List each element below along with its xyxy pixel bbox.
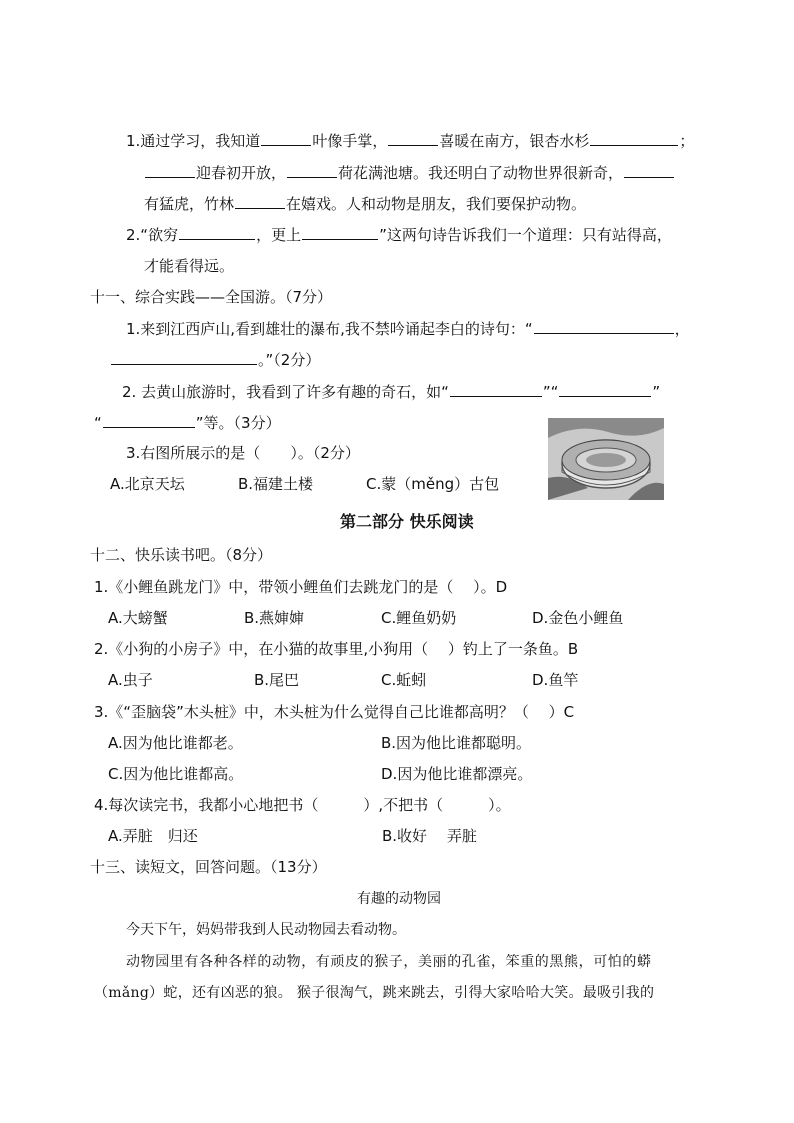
- text: 荷花满池塘。我还明白了动物世界很新奇，: [338, 164, 624, 182]
- tulou-photo: [548, 418, 664, 500]
- answer-blank[interactable]: [261, 130, 311, 146]
- text: ，: [674, 320, 690, 338]
- text: 1.通过学习，我知道: [126, 132, 261, 150]
- text: 迎春初开放，: [196, 164, 287, 182]
- q2-option-b[interactable]: B.尾巴: [254, 671, 300, 689]
- option-c[interactable]: C.蒙（měng）古包: [366, 475, 500, 493]
- answer-blank[interactable]: [302, 224, 378, 240]
- s11-q3: 3.右图所展示的是（ ）。（2分）: [126, 444, 360, 462]
- answer-blank[interactable]: [534, 318, 674, 334]
- section11-heading: 十一、综合实践——全国游。（7分）: [90, 288, 333, 306]
- text: ，更上: [256, 226, 302, 244]
- q3-option-a[interactable]: A.因为他比谁都老。: [108, 734, 243, 752]
- text: 喜暖在南方，银杏水杉: [439, 132, 590, 150]
- part2-title: 第二部分 快乐阅读: [340, 512, 474, 531]
- q3-option-c[interactable]: C.因为他比谁都高。: [108, 765, 244, 783]
- answer-blank[interactable]: [235, 193, 285, 209]
- answer-blank[interactable]: [624, 162, 674, 178]
- q1-line1: [126, 130, 694, 151]
- q3-option-b[interactable]: B.因为他比谁都聪明。: [381, 734, 532, 752]
- answer-blank[interactable]: [590, 130, 678, 146]
- answer-blank[interactable]: [145, 162, 195, 178]
- text: 1.来到江西庐山,看到雄壮的瀑布,我不禁吟诵起李白的诗句：“: [126, 320, 533, 338]
- q1-line3: [144, 193, 586, 214]
- text: 有猛虎，竹林: [144, 195, 235, 213]
- answer-blank[interactable]: [388, 130, 438, 146]
- text: 。”（2分）: [258, 351, 321, 369]
- answer-blank[interactable]: [111, 349, 257, 365]
- answer-blank[interactable]: [559, 381, 651, 397]
- story-paragraph-2-line2: （mǎng）蛇，还有凶恶的狼。 猴子很淘气，跳来跳去，引得大家哈哈大笑。最吸引我的: [94, 985, 655, 1001]
- story-title: 有趣的动物园: [357, 891, 441, 907]
- text: “: [94, 414, 102, 432]
- q1-line2: [144, 162, 675, 183]
- text: ”等。（3分）: [195, 414, 281, 432]
- answer-blank[interactable]: [450, 381, 542, 397]
- text: ”“: [542, 383, 559, 401]
- q1-option-b[interactable]: B.燕婶婶: [244, 609, 305, 627]
- q1-option-c[interactable]: C.鲤鱼奶奶: [381, 609, 457, 627]
- answer-blank[interactable]: [179, 224, 255, 240]
- section13-heading: 十三、读短文，回答问题。（13分）: [90, 858, 327, 876]
- q3-option-d[interactable]: D.因为他比谁都漂亮。: [381, 765, 533, 783]
- q2-option-c[interactable]: C.蚯蚓: [381, 671, 427, 689]
- option-b[interactable]: B.福建土楼: [238, 475, 314, 493]
- text: 2.“欲穷: [126, 226, 179, 244]
- q2-option-d[interactable]: D.鱼竿: [532, 671, 579, 689]
- q1-option-a[interactable]: A.大螃蟹: [108, 609, 168, 627]
- text: 叶像手掌，: [312, 132, 388, 150]
- text: 2. 去黄山旅游时，我看到了许多有趣的奇石，如“: [122, 383, 449, 401]
- option-a[interactable]: A.北京天坛: [110, 475, 185, 493]
- answer-blank[interactable]: [103, 412, 195, 428]
- q2-line1: [126, 224, 672, 245]
- s12-q3: 3.《“歪脑袋”木头桩》中，木头桩为什么觉得自己比谁都高明？（ ）C: [94, 703, 575, 721]
- text: 才能看得远。: [144, 257, 235, 275]
- s11-q2-line1: [122, 381, 660, 402]
- s11-q1-line1: [126, 318, 690, 339]
- s11-q2-line2: [94, 412, 281, 433]
- q4-option-b[interactable]: B.收好 弄脏: [382, 827, 477, 845]
- q4-option-a[interactable]: A.弄脏 归还: [108, 827, 198, 845]
- q2-line2: [144, 256, 234, 276]
- s12-q1: 1.《小鲤鱼跳龙门》中，带领小鲤鱼们去跳龙门的是（ ）。D: [94, 578, 508, 596]
- q2-option-a[interactable]: A.虫子: [108, 671, 153, 689]
- q1-option-d[interactable]: D.金色小鲤鱼: [532, 609, 624, 627]
- s11-q1-line2: [110, 349, 320, 370]
- answer-blank[interactable]: [287, 162, 337, 178]
- text: ”这两句诗告诉我们一个道理：只有站得高，: [379, 226, 672, 244]
- s12-q2: 2.《小狗的小房子》中，在小猫的故事里,小狗用（ ）钓上了一条鱼。B: [94, 640, 579, 658]
- tulou-image: [548, 418, 664, 500]
- text: 在嬉戏。人和动物是朋友，我们要保护动物。: [286, 195, 587, 213]
- s12-q4: 4.每次读完书，我都小心地把书（ ）,不把书（ ）。: [94, 796, 511, 814]
- story-paragraph-1: 今天下午，妈妈带我到人民动物园去看动物。: [126, 922, 406, 938]
- text: ”: [652, 383, 661, 401]
- story-paragraph-2-line1: 动物园里有各种各样的动物，有顽皮的猴子，美丽的孔雀，笨重的黑熊，可怕的蟒: [126, 954, 652, 970]
- section12-heading: 十二、快乐读书吧。（8分）: [90, 546, 273, 564]
- text: ；: [679, 132, 695, 150]
